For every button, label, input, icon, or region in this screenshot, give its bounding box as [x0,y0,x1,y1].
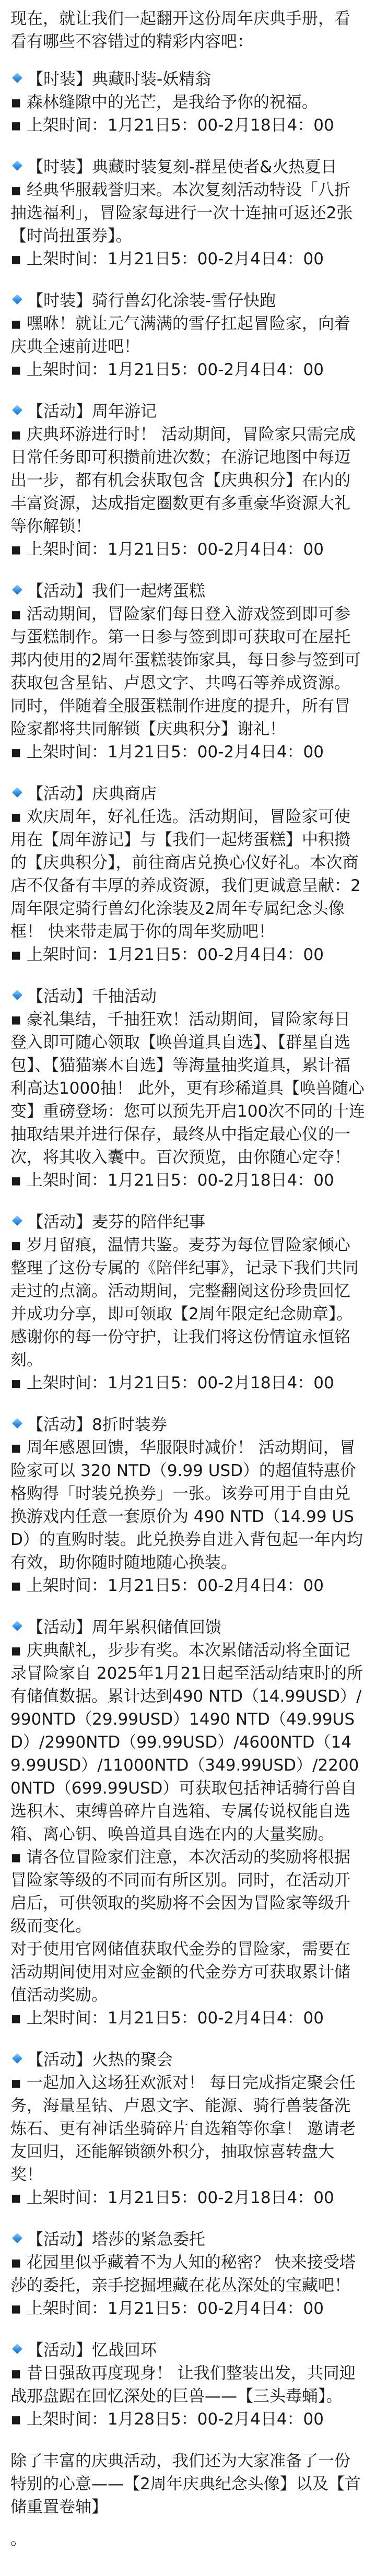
section-title [10,156,366,179]
section-line: ▪ 上架时间：1月21日5：00-2月18日4：00 [10,1171,334,1190]
section-line: ▪ 上架时间：1月21日5：00-2月18日4：00 [10,1374,334,1392]
section-title-text: 【活动】我们一起烤蛋糕 [27,582,205,601]
section-line: 对于使用官网储值获取代金券的冒险家，需要在活动期间使用对应金额的代金券方可获取累计储值活动奖励。 [10,1940,350,2005]
section-line: ▪ 豪礼集结，千抽狂欢！活动期间，冒险家每日登入即可随心领取【唤兽道具自选】、【群星自选包】、【猫猫寨木自选】等海量抽奖道具，累计福利高达1000抽！ 此外，更有珍稀道具【唤兽随心变】重磅登场：您可以预先开启100次不同的十连抽取结果并进行保存，最终从中指定最心仪的一次，将其收入囊中。百次预览，由你随心定夺！ [10,1010,366,1167]
section-title [10,1616,366,1639]
blue-diamond-icon [12,2233,22,2243]
section-title [10,1413,366,1436]
section-title-text: 【活动】麦芬的陪伴纪事 [27,1213,205,1232]
section-line: ▪ 上架时间：1月21日5：00-2月4日4：00 [10,743,324,762]
section-title-text: 【活动】周年累积储值回馈 [27,1618,221,1637]
section-line: ▪ 庆典献礼，步步有奖。本次累储活动将全面记录冒险家自 2025年1月21日起至活动结束时的所有储值数据。累计达到490 NTD（14.99USD）/990NTD（29.99USD）1490 NTD（49.99USD）/2990NTD（99.99USD）/4600NTD（149.99USD）/11000NTD（349.99USD）/22000NTD（699.99USD）可获取包括神话骑行兽自选积木、束缚兽碎片自选箱、专属传说权能自选箱、离心钥、唤兽道具自选在内的大量奖励。 [10,1641,363,1844]
section-line: ▪ 请各位冒险家们注意，本次活动的奖励将根据冒险家等级的不同而有所区别。同时，在活动开启后，可供领取的奖励将不会因为冒险家等级升级而变化。 [10,1848,350,1936]
section-line: ▪ 上架时间：1月21日5：00-2月4日4：00 [10,2299,324,2318]
section-title-text: 【活动】周年游记 [27,402,157,421]
event-section [10,68,366,137]
section-line: ▪ 上架时间：1月21日5：00-2月4日4：00 [10,250,324,268]
event-section [10,580,366,764]
blue-diamond-icon [12,1418,22,1428]
section-title-text: 【时装】典藏时装复刻-群星使者&火热夏日 [27,158,337,177]
section-line: ▪ 上架时间：1月21日5：00-2月4日4：00 [10,2009,324,2028]
section-line: ▪ 上架时间：1月21日5：00-2月4日4：00 [10,540,324,559]
section-line: ▪ 昔日强敌再度现身！ 让我们整装出发，共同迎战那盘踞在回忆深处的巨兽——【三头毒蛹】。 [10,2364,356,2406]
section-title-text: 【活动】8折时装券 [27,1415,167,1434]
section-line: ▪ 花园里似乎藏着不为人知的秘密？ 快来接受塔莎的委托，亲手挖掘埋藏在花丛深处的宝藏吧！ [10,2253,356,2295]
event-section [10,1211,366,1395]
section-title [10,68,366,91]
event-section [10,289,366,381]
section-title [10,400,366,423]
section-title-text: 【活动】千抽活动 [27,987,157,1006]
event-section [10,782,366,966]
section-title-text: 【时装】骑行兽幻化涂装-雪仔快跑 [27,291,276,310]
section-title [10,580,366,603]
blue-diamond-icon [12,2053,22,2064]
event-section [10,1413,366,1597]
section-line: ▪ 森林缝隙中的光芒，是我给予你的祝福。 [10,93,318,112]
section-title [10,2048,366,2071]
section-line: ▪ 嘿咻！就让元气满满的雪仔扛起冒险家，向着庆典全速前进吧！ [10,314,350,356]
section-line: ▪ 上架时间：1月21日5：00-2月4日4：00 [10,1576,324,1595]
section-line: ▪ 活动期间，冒险家们每日登入游戏签到即可参与蛋糕制作。第一日参与签到即可获取可在屋托邦内使用的2周年蛋糕装饰家具，每日参与签到可获取包含星钻、卢恩文字、共鸣石等养成资源。同时，伴随着全服蛋糕制作进度的提升，所有冒险家都将共同解锁【庆典积分】谢礼！ [10,605,361,739]
section-title-text: 【活动】庆典商店 [27,784,157,803]
section-title [10,782,366,805]
event-section [10,400,366,561]
section-title [10,2228,366,2251]
blue-diamond-icon [12,294,22,305]
section-line: ▪ 经典华服载誉归来。本次复刻活动特设「八折抽选福利」，冒险家每进行一次十连抽可返还2张【时尚扭蛋券】。 [10,181,353,245]
intro-paragraph: 现在，就让我们一起翻开这份周年庆典手册，看看有哪些不容错过的精彩内容吧： [10,9,350,51]
blue-diamond-icon [12,1215,22,1226]
blue-diamond-icon [12,73,22,83]
section-line: ▪ 上架时间：1月21日5：00-2月18日4：00 [10,116,334,135]
section-title-text: 【活动】忆战回环 [27,2341,157,2360]
outro-paragraph: 除了丰富的庆典活动，我们还为大家准备了一份特别的心意——【2周年庆典纪念头像】以及【首储重置卷轴】 [10,2452,361,2516]
section-line: ▪ 庆典环游进行时！ 活动期间，冒险家只需完成日常任务即可积攒前进次数；在游记地图中每迈出一步，都有机会获取包含【庆典积分】在内的丰富资源，达成指定圈数更有多重豪华资源大礼等你解锁！ [10,425,356,536]
section-line: ▪ 一起加入这场狂欢派对！ 每日完成指定聚会任务，海量星钻、卢恩文字、能源、骑行兽装备洗炼石、更有神话坐骑碎片自选箱等你拿！ 邀请老友回归，还能解锁额外积分，抽取惊喜转盘大奖！ [10,2074,356,2184]
blue-diamond-icon [12,584,22,595]
event-sections [10,68,366,2431]
section-line: ▪ 欢庆周年，好礼任选。活动期间，冒险家可使用在【周年游记】与【我们一起烤蛋糕】中积攒的【庆典积分】，前往商店兑换心仪好礼。本次商店不仅备有丰厚的养成资源，我们更诚意呈献：2周年限定骑行兽幻化涂装及2周年专属纪念头像框！ 快来带走属于你的周年奖励吧！ [10,807,361,941]
section-title [10,985,366,1008]
section-line: ▪ 岁月留痕，温情共鉴。麦芬为每位冒险家倾心整理了这份专属的《陪伴纪事》，记录下我们共同走过的点滴。活动期间，完整翻阅这份珍贵回忆并成功分享，即可领取【2周年限定纪念勋章】。感谢你的每一份守护，让我们将这份情谊永恒铭刻。 [10,1236,359,1369]
event-section [10,2228,366,2320]
blue-diamond-icon [12,160,22,171]
blue-diamond-icon [12,787,22,798]
section-line: ▪ 上架时间：1月21日5：00-2月18日4：00 [10,2188,334,2207]
trailing-text: 。 [10,2530,27,2549]
section-title [10,1211,366,1234]
blue-diamond-icon [12,990,22,1000]
section-line: ▪ 上架时间：1月28日5：00-2月4日4：00 [10,2410,324,2429]
blue-diamond-icon [12,405,22,415]
event-section [10,2339,366,2431]
event-section [10,156,366,271]
blue-diamond-icon [12,2344,22,2354]
section-line: ▪ 周年感恩回馈，华服限时减价！ 活动期间，冒险家可以 320 NTD（9.99 USD）的超值特惠价格购得「时装兑换券」一张。该券可用于自由兑换游戏内任意一套原价为 490 NTD（14.99 USD）的直购时装。此兑换券自进入背包起一年内均有效，助你随时随地随心换装。 [10,1438,363,1572]
section-title [10,2339,366,2362]
blue-diamond-icon [12,1621,22,1631]
event-section [10,2048,366,2209]
event-section [10,1616,366,2030]
section-title-text: 【活动】火热的聚会 [27,2051,173,2069]
section-title [10,289,366,312]
section-line: ▪ 上架时间：1月21日5：00-2月4日4：00 [10,360,324,379]
event-section [10,985,366,1192]
section-line: ▪ 上架时间：1月21日5：00-2月4日4：00 [10,945,324,964]
section-title-text: 【时装】典藏时装-妖精翁 [27,70,212,89]
section-title-text: 【活动】塔莎的紧急委托 [27,2230,205,2249]
